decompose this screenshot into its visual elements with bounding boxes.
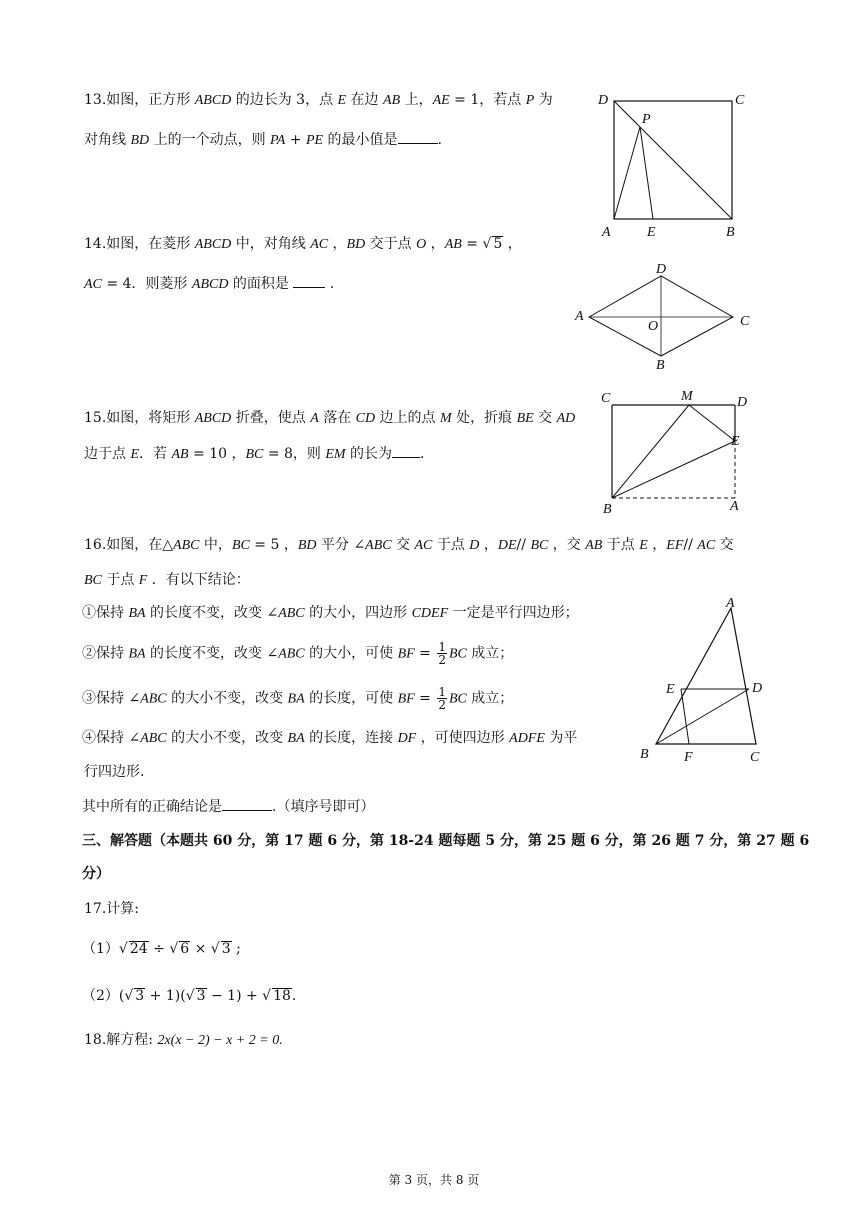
q15-segment-bm — [612, 405, 689, 498]
q14-answer-blank[interactable] — [293, 273, 325, 288]
q15-label-b: B — [603, 502, 612, 517]
q17-part2: （2）(√ 3 + 1)(√ 3 − 1) + √ 18. — [82, 988, 297, 1004]
q16-conclusion-2: ②保持 BA 的长度不变，改变 ∠ABC 的大小，可使 BF = $\frac{1}{2}$ BC 成立； — [82, 640, 514, 667]
q13-label-p: P — [642, 112, 651, 127]
q16-label-f: F — [684, 750, 693, 765]
q15-label-m: M — [681, 389, 693, 404]
q16-figure — [628, 590, 778, 770]
q16-label-c: C — [750, 750, 760, 765]
q16-answer-line: 其中所有的正确结论是 .（填序号即可） — [82, 796, 374, 817]
q13-label-b: B — [726, 225, 735, 240]
q13-segment-pe — [640, 127, 653, 219]
q15-label-d: D — [737, 395, 748, 410]
q16-conclusion-4-cont: 行四边形. — [84, 764, 145, 780]
q16-label-a: A — [726, 596, 735, 611]
q16-segment-ef — [681, 689, 689, 744]
q16-triangle-abc — [656, 608, 756, 744]
q16-segment-bd — [656, 689, 749, 744]
q15-answer-blank[interactable] — [392, 443, 420, 458]
q13-segment-pa — [614, 127, 640, 219]
q14-label-d: D — [656, 262, 667, 277]
q17-part1: （1）√ 24 ÷ √ 6 × √ 3 ; — [82, 941, 241, 957]
q16-fraction-half: $\frac{1}{2}$ — [438, 640, 446, 667]
q15-figure — [596, 386, 756, 518]
section3-heading-cont: 分） — [82, 866, 110, 882]
q13-label-c: C — [735, 93, 745, 108]
q14-label-o: O — [648, 319, 659, 334]
q15-label-e: E — [731, 434, 740, 449]
q14-line2: AC = 4．则菱形 ABCD 的面积是 . — [84, 273, 334, 295]
q13-label-d: D — [598, 93, 609, 108]
q15-line1: 15.如图，将矩形 ABCD 折叠，使点 A 落在 CD 边上的点 M 处，折痕 BE 交 AD — [84, 410, 576, 426]
q13-label-a: A — [602, 225, 611, 240]
section3-heading: 三、解答题（本题共 60 分，第 17 题 6 分，第 18-24 题每题 5 分，第 25 题 6 分，第 26 题 7 分，第 27 题 6 — [82, 833, 810, 849]
q14-line1: 14.如图，在菱形 ABCD 中，对角线 AC ，BD 交于点 O ，AB = √ 5 ， — [84, 236, 522, 252]
q14-label-c: C — [740, 314, 750, 329]
q16-label-e: E — [666, 682, 675, 697]
page-footer: 第 3 页，共 8 页 — [388, 1173, 480, 1187]
q13-figure — [592, 88, 762, 243]
q16-conclusion-3: ③保持 ∠ABC 的大小不变，改变 BA 的长度，可使 BF = $\frac{1}{2}$ BC 成立； — [82, 685, 514, 712]
q15-line2: 边于点 E．若 AB = 10 ，BC = 8，则 EM 的长为 . — [84, 443, 425, 465]
q16-label-d: D — [752, 681, 763, 696]
q13-diagonal-bd — [614, 101, 732, 219]
q17-title: 17.计算: — [84, 901, 139, 917]
q13-answer-blank[interactable] — [398, 129, 438, 144]
q13-line1: 13.如图，正方形 ABCD 的边长为 3，点 E 在边 AB 上，AE = 1，若点 P 为 — [84, 92, 553, 108]
q16-answer-blank[interactable] — [222, 796, 272, 811]
q16-conclusion-4: ④保持 ∠ABC 的大小不变，改变 BA 的长度，连接 DF ，可使四边形 ADFE 为平 — [82, 730, 578, 746]
q14-figure — [570, 258, 760, 373]
q13-line2: 对角线 BD 上的一个动点，则 PA + PE 的最小值是 . — [84, 129, 442, 151]
q14-label-b: B — [656, 358, 665, 373]
q18-line: 18.解方程: 2x(x − 2) − x + 2 = 0. — [84, 1032, 283, 1048]
q14-label-a: A — [575, 309, 584, 324]
q15-fold-be — [612, 441, 735, 498]
q16-line1: 16.如图，在△ABC 中，BC = 5 ，BD 平分 ∠ABC 交 AC 于点 D ，DE// BC ，交 AB 于点 E ，EF// AC 交 — [84, 537, 734, 553]
q13-label-e: E — [647, 225, 656, 240]
q16-conclusion-1: ①保持 BA 的长度不变，改变 ∠ABC 的大小，四边形 CDEF 一定是平行四边形； — [82, 605, 579, 621]
q16-label-b: B — [640, 747, 649, 762]
q15-segment-me — [689, 405, 735, 441]
q15-label-c: C — [601, 391, 611, 406]
q16-fraction-half: $\frac{1}{2}$ — [438, 685, 446, 712]
q16-line2: BC 于点 F ．有以下结论： — [84, 572, 250, 588]
q15-label-a: A — [730, 499, 739, 514]
